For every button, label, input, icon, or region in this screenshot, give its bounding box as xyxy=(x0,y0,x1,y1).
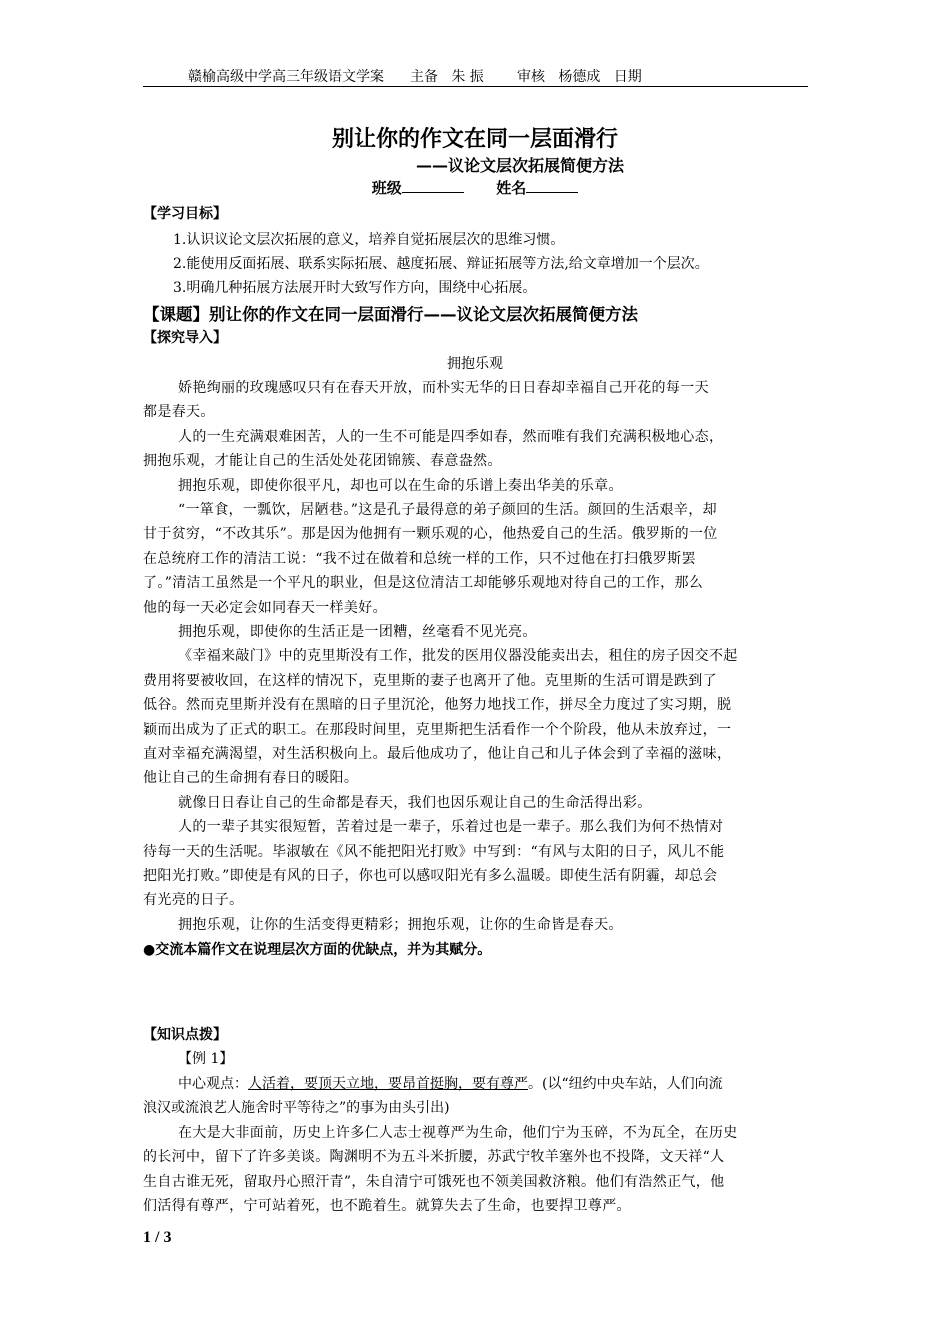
essay-line: 就像日日春让自己的生命都是春天，我们也因乐观让自己的生命活得出彩。 xyxy=(178,795,652,811)
example-line: 生自古谁无死，留取丹心照汗青”，朱自清宁可饿死也不领美国救济粮。他们有浩然正气，他 xyxy=(143,1174,725,1190)
essay-line: 了。”清洁工虽然是一个平凡的职业，但是这位清洁工却能够乐观地对待自己的工作，那么 xyxy=(143,575,704,591)
objective-item: 2.能使用反面拓展、联系实际拓展、越度拓展、辩证拓展等方法,给文章增加一个层次。 xyxy=(173,256,709,272)
class-label: 班级 xyxy=(371,179,402,197)
essay-line: 他的每一天必定会如同春天一样美好。 xyxy=(143,600,387,616)
essay-line: 待每一天的生活呢。毕淑敏在《风不能把阳光打败》中写到：“有风与太阳的日子，风儿不能 xyxy=(143,844,725,860)
example-line: 在大是大非面前，历史上许多仁人志士视尊严为生命，他们宁为玉碎，不为瓦全，在历史 xyxy=(178,1125,738,1141)
essay-line: 他让自己的生命拥有春日的暖阳。 xyxy=(143,770,359,786)
essay-line: 人的一生充满艰难困苦，人的一生不可能是四季如春，然而唯有我们充满积极地心态， xyxy=(178,429,724,445)
name-label: 姓名 xyxy=(496,179,527,197)
essay-line: 费用将要被收回，在这样的情况下，克里斯的妻子也离开了他。克里斯的生活可谓是跌到了 xyxy=(143,673,717,689)
page-number: 1 / 3 xyxy=(143,1229,172,1246)
example-label: 【例 1】 xyxy=(178,1051,234,1067)
essay-line: 在总统府工作的清洁工说：“我不过在做着和总统一样的工作，只不过他在打扫俄罗斯罢 xyxy=(143,551,696,567)
essay-line: 把阳光打败。”即使是有风的日子，你也可以感叹阳光有多么温暖。即使生活有阴霾，却总会 xyxy=(143,868,718,884)
essay-line: “一箪食，一瓢饮，居陋巷。”这是孔子最得意的弟子颜回的生活。颜回的生活艰辛，却 xyxy=(178,502,717,518)
page-header xyxy=(143,64,808,87)
essay-line: 拥抱乐观，即使你很平凡，却也可以在生命的乐谱上奏出华美的乐章。 xyxy=(178,478,623,494)
essay-line: 拥抱乐观，即使你的生活正是一团糟，丝毫看不见光亮。 xyxy=(178,624,537,640)
objective-item: 3.明确几种拓展方法展开时大致写作方向，围绕中心拓展。 xyxy=(173,280,537,296)
thesis-note: 。(以“纽约中央车站，人们向流 xyxy=(528,1076,723,1092)
thesis-label: 中心观点： xyxy=(178,1076,248,1092)
essay-line: 都是春天。 xyxy=(143,404,215,420)
essay-line: 拥抱乐观，让你的生活变得更精彩；拥抱乐观，让你的生命皆是春天。 xyxy=(178,917,623,933)
thesis-text: 人活着，要顶天立地，要昂首挺胸，要有尊严 xyxy=(248,1076,528,1092)
essay-line: 拥抱乐观，才能让自己的生活处处花团锦簇、春意盎然。 xyxy=(143,453,502,469)
objective-item: 1.认识议论文层次拓展的意义，培养自觉拓展层次的思维习惯。 xyxy=(173,232,565,248)
header-reviewer: 审核 杨德成 日期 xyxy=(517,69,642,85)
page-title: 别让你的作文在同一层面滑行 xyxy=(331,127,618,152)
example-line: 的长河中，留下了许多美谈。陶渊明不为五斗米折腰，苏武宁牧羊塞外也不投降，文天祥“人 xyxy=(143,1149,725,1165)
essay-line: 有光亮的日子。 xyxy=(143,892,244,908)
thesis-line xyxy=(178,1073,723,1093)
objectives-heading: 【学习目标】 xyxy=(143,206,227,222)
essay-line: 《幸福来敲门》中的克里斯没有工作，批发的医用仪器没能卖出去，租住的房子因交不起 xyxy=(178,648,738,664)
essay-line: 甘于贫穷，“不改其乐”。那是因为他拥有一颗乐观的心，他热爱自己的生活。俄罗斯的一位 xyxy=(143,526,718,542)
discussion-task: ●交流本篇作文在说理层次方面的优缺点，并为其赋分。 xyxy=(143,942,492,958)
essay-title: 拥抱乐观 xyxy=(447,356,503,372)
class-name-fields xyxy=(0,177,950,198)
essay-line: 颖而出成为了正式的职工。在那段时间里，克里斯把生活看作一个个阶段，他从未放弃过，一 xyxy=(143,722,732,738)
example-line: 们活得有尊严，宁可站着死，也不跪着生。就算失去了生命，也要捍卫尊严。 xyxy=(143,1198,631,1214)
essay-line: 直对幸福充满渴望，对生活积极向上。最后他成功了，他让自己和儿子体会到了幸福的滋味， xyxy=(143,746,732,762)
page-subtitle: ——议论文层次拓展简便方法 xyxy=(415,156,624,175)
essay-line: 娇艳绚丽的玫瑰感叹只有在春天开放，而朴实无华的日日春却幸福自己开花的每一天 xyxy=(178,380,709,396)
knowledge-heading: 【知识点拨】 xyxy=(143,1027,227,1043)
header-author: 主备 朱 振 xyxy=(410,69,484,85)
essay-line: 人的一辈子其实很短暂，苦着过是一辈子，乐着过也是一辈子。那么我们为何不热情对 xyxy=(178,819,724,835)
thesis-note-continued: 浪汉或流浪艺人施舍时平等待之”的事为由头引出) xyxy=(143,1100,450,1116)
header-school: 赣榆高级中学高三年级语文学案 xyxy=(188,69,384,85)
intro-heading: 【探究导入】 xyxy=(143,330,227,346)
topic-line: 【课题】别让你的作文在同一层面滑行——议论文层次拓展简便方法 xyxy=(143,305,638,324)
class-blank xyxy=(402,192,464,193)
name-blank xyxy=(526,192,578,193)
essay-line: 低谷。然而克里斯并没有在黑暗的日子里沉沦，他努力地找工作，拼尽全力度过了实习期，脱 xyxy=(143,697,732,713)
